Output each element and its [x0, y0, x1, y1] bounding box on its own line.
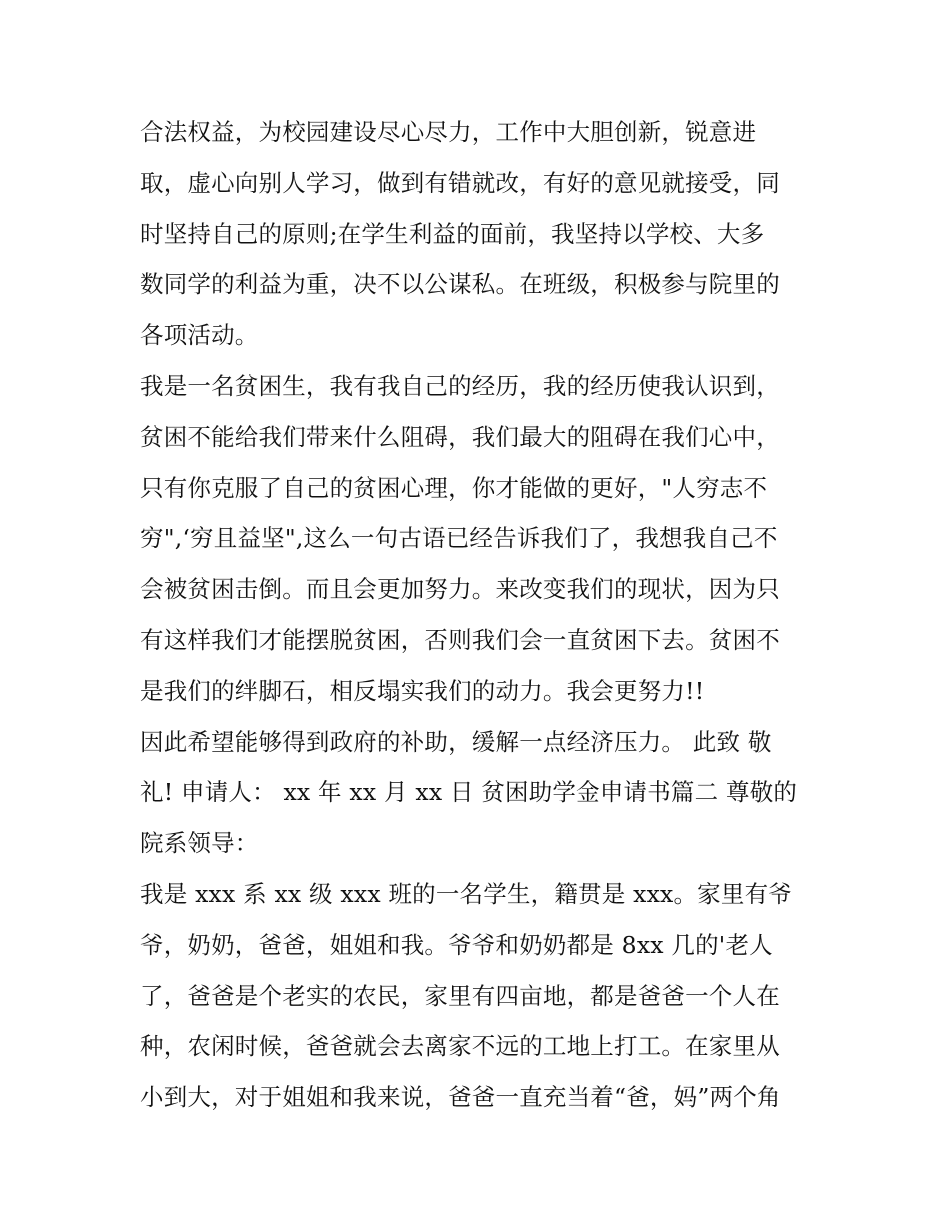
text-line: 是我们的绊脚石，相反塌实我们的动力。我会更努力!! — [140, 676, 705, 705]
text-line: 数同学的利益为重，决不以公谋私。在班级，积极参与院里的 — [140, 270, 780, 299]
text-line: 我是 xxx 系 xx 级 xxx 班的一名学生，籍贯是 xxx。家里有爷 — [140, 879, 792, 908]
text-line: 只有你克服了自己的贫困心理，你才能做的更好，"人穷志不 — [140, 473, 768, 502]
text-line: 小到大，对于姐姐和我来说，爸爸一直充当着“爸，妈”两个角 — [140, 1083, 781, 1112]
document-body — [140, 107, 812, 1123]
text-line: 了，爸爸是个老实的农民，家里有四亩地，都是爸爸一个人在 — [140, 981, 780, 1010]
text-line: 爷，奶奶，爸爸，姐姐和我。爷爷和奶奶都是 8xx 几的'老人 — [140, 930, 773, 959]
text-line: 合法权益，为校园建设尽心尽力，工作中大胆创新，锐意进 — [140, 118, 757, 146]
text-line: 礼! 申请人： xx 年 xx 月 xx 日 贫困助学金申请书篇二 尊敬的 — [140, 778, 798, 807]
text-line: 种，农闲时候，爸爸就会去离家不远的工地上打工。在家里从 — [140, 1032, 780, 1061]
text-line: 取，虚心向别人学习，做到有错就改，有好的意见就接受，同 — [140, 168, 780, 197]
text-line: 有这样我们才能摆脱贫困，否则我们会一直贫困下去。贫困不 — [140, 625, 780, 654]
text-line: 时坚持自己的原则;在学生利益的面前，我坚持以学校、大多 — [140, 219, 765, 248]
text-line: 因此希望能够得到政府的补助，缓解一点经济压力。 此致 敬 — [140, 727, 772, 756]
text-line: 院系领导： — [140, 829, 259, 858]
text-line: 会被贫困击倒。而且会更加努力。来改变我们的现状，因为只 — [140, 575, 780, 604]
text-line: 穷",‘穷且益坚",这么一句古语已经告诉我们了，我想我自己不 — [140, 524, 778, 553]
text-line: 我是一名贫困生，我有我自己的经历，我的经历使我认识到， — [140, 371, 780, 400]
text-line: 贫困不能给我们带来什么阻碍，我们最大的阻碍在我们心中， — [140, 422, 780, 451]
text-line: 各项活动。 — [140, 321, 259, 350]
